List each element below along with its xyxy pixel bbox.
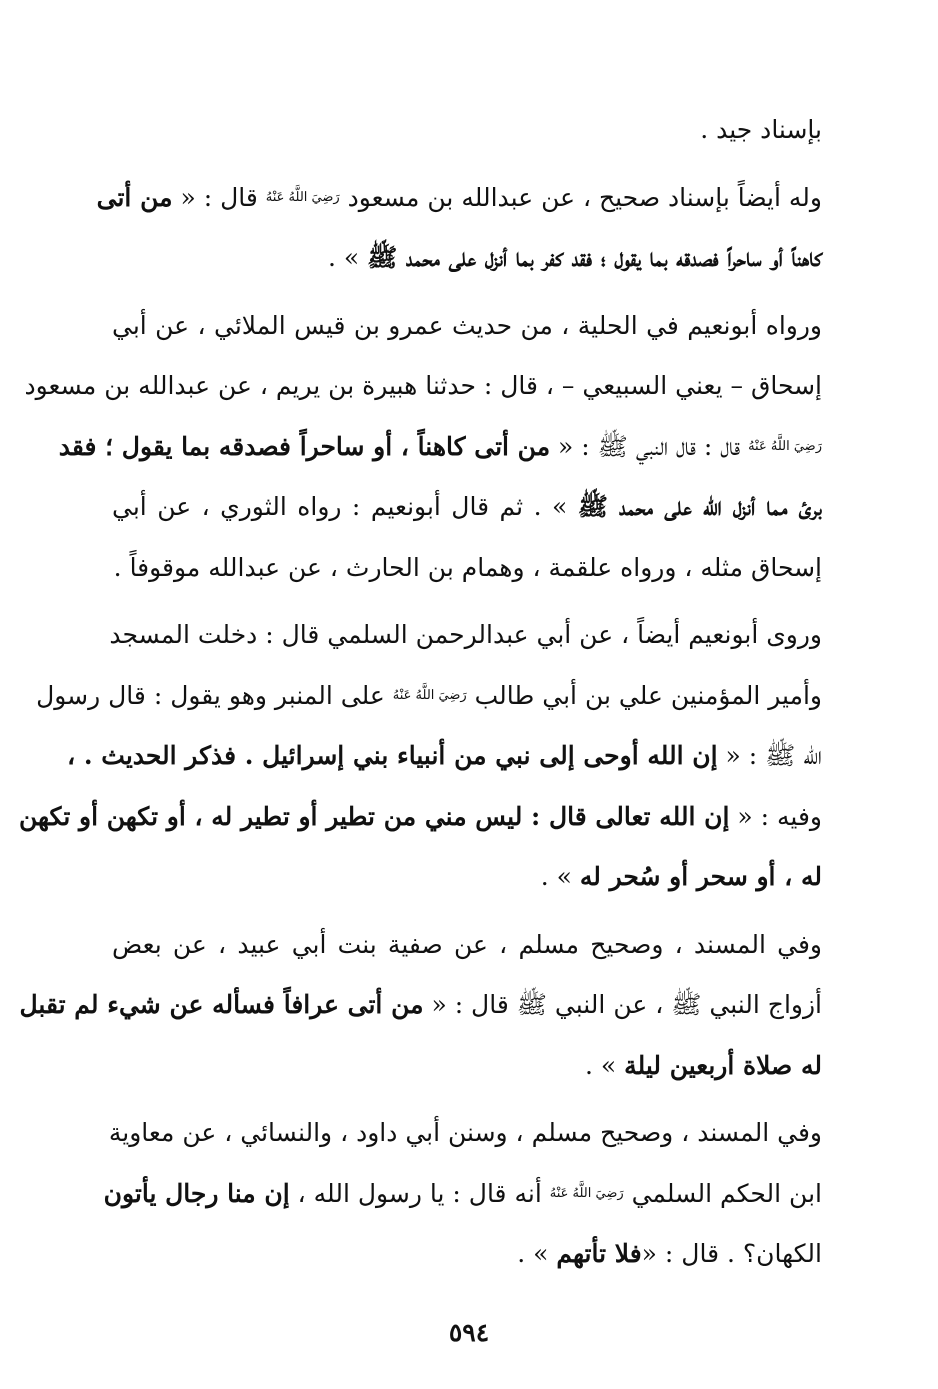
paragraph <box>19 915 822 1097</box>
text-segment: قال : قال النبي ﷺ : « <box>550 431 749 461</box>
hadith-quote: له ، أو سحر أو سُحر له <box>579 862 822 891</box>
text-segment: أنه قال : يا رسول الله ، <box>289 1178 550 1208</box>
honorific-text: رَضِيَ اللَّهُ عَنْهُ <box>748 438 822 454</box>
hadith-quote: من أتى كاهناً ، أو ساحراً فصدقه بما يقول ؛ فقد <box>58 431 551 461</box>
paragraph <box>18 605 822 908</box>
text-line <box>67 726 822 787</box>
text-line <box>36 666 822 727</box>
text-segment: بإسناد جيد . <box>700 115 822 144</box>
paragraph-gap <box>112 161 822 168</box>
text-line <box>108 1103 822 1164</box>
text-line <box>18 787 822 848</box>
paragraph-gap <box>112 1096 822 1103</box>
text-line <box>112 1224 822 1285</box>
text-line <box>112 296 822 357</box>
honorific-text: رَضِيَ اللَّهُ عَنْهُ <box>265 189 340 205</box>
hadith-quote: من أتى عرافاً فسأله عن شيء لم تقبل <box>19 990 424 1019</box>
hadith-quote: فلا تأتهم <box>556 1239 642 1268</box>
text-line <box>112 1036 822 1097</box>
page-number: ٥٩٤ <box>448 1318 490 1347</box>
text-line <box>96 168 822 229</box>
paragraph <box>24 296 822 599</box>
paragraph <box>112 100 822 161</box>
text-segment: وفيه : « <box>729 801 822 831</box>
paragraph-gap <box>112 289 822 296</box>
text-segment: » . ثم قال أبونعيم : رواه الثوري ، عن أبي <box>112 492 578 521</box>
text-line <box>112 847 822 908</box>
honorific-text: رَضِيَ اللَّهُ عَنْهُ <box>392 687 467 703</box>
text-segment: إسحاق مثله ، ورواه علقمة ، وهمام بن الحارث ، عن عبدالله موقوفاً . <box>113 552 822 582</box>
text-line <box>112 100 822 161</box>
text-segment: قال : « <box>172 182 266 212</box>
text-segment: وروى أبونعيم أيضاً ، عن أبي عبدالرحمن السلمي قال : دخلت المسجد <box>109 620 822 649</box>
text-segment: وفي المسند ، وصحيح مسلم ، عن صفية بنت أبي عبيد ، عن بعض <box>112 929 822 959</box>
text-segment: أزواج النبي ﷺ ، عن النبي ﷺ قال : « <box>423 990 822 1019</box>
text-line <box>112 477 822 538</box>
paragraph-gap <box>112 598 822 605</box>
text-line <box>58 417 822 478</box>
hadith-quote: برئ مما أنزل الله على محمد ﷺ <box>577 492 822 521</box>
text-segment: إسحاق – يعني السبيعي – ، قال : حدثنا هبيرة بن يريم ، عن عبدالله بن مسعود <box>24 371 822 400</box>
text-segment: » . <box>540 862 580 891</box>
text-line <box>112 538 822 599</box>
text-segment: الله ﷺ : « <box>717 741 822 770</box>
text-line <box>24 356 822 417</box>
paragraph <box>96 168 822 289</box>
paragraph <box>103 1103 822 1285</box>
text-line <box>112 228 822 289</box>
text-segment: على المنبر وهو يقول : قال رسول <box>36 680 393 710</box>
text-segment: وله أيضاً بإسناد صحيح ، عن عبدالله بن مسعود <box>339 182 822 212</box>
hadith-quote: كاهناً أو ساحراً فصدقه بما يقول ؛ فقد كفر بما أنزل على محمد ﷺ <box>367 243 822 272</box>
hadith-quote: إن منا رجال يأتون <box>103 1178 290 1208</box>
text-segment: » . <box>585 1050 625 1080</box>
hadith-quote: له صلاة أربعين ليلة <box>624 1050 822 1080</box>
hadith-quote: إن الله تعالى قال : ليس مني من تطير أو تطير له ، أو تكهن أو تكهن <box>18 801 730 831</box>
text-line <box>109 605 822 666</box>
text-segment: » . <box>328 243 368 272</box>
text-segment: » . <box>517 1239 557 1268</box>
text-line <box>19 975 822 1036</box>
text-segment: ورواه أبونعيم في الحلية ، من حديث عمرو بن قيس الملائي ، عن أبي <box>112 310 822 340</box>
text-segment: وفي المسند ، وصحيح مسلم ، وسنن أبي داود ، والنسائي ، عن معاوية <box>108 1118 822 1147</box>
hadith-quote: إن الله أوحى إلى نبي من أنبياء بني إسرائيل . فذكر الحديث . ، <box>67 741 718 770</box>
paragraph-gap <box>112 908 822 915</box>
text-segment: الكهان؟ . قال : « <box>641 1239 822 1268</box>
hadith-quote: من أتى <box>96 182 173 212</box>
honorific-text: رَضِيَ اللَّهُ عَنْهُ <box>549 1185 624 1201</box>
text-segment: وأمير المؤمنين علي بن أبي طالب <box>466 680 822 710</box>
text-line <box>112 915 822 976</box>
text-line <box>103 1164 822 1225</box>
page-body <box>18 100 822 1285</box>
text-segment: ابن الحكم السلمي <box>623 1178 822 1208</box>
